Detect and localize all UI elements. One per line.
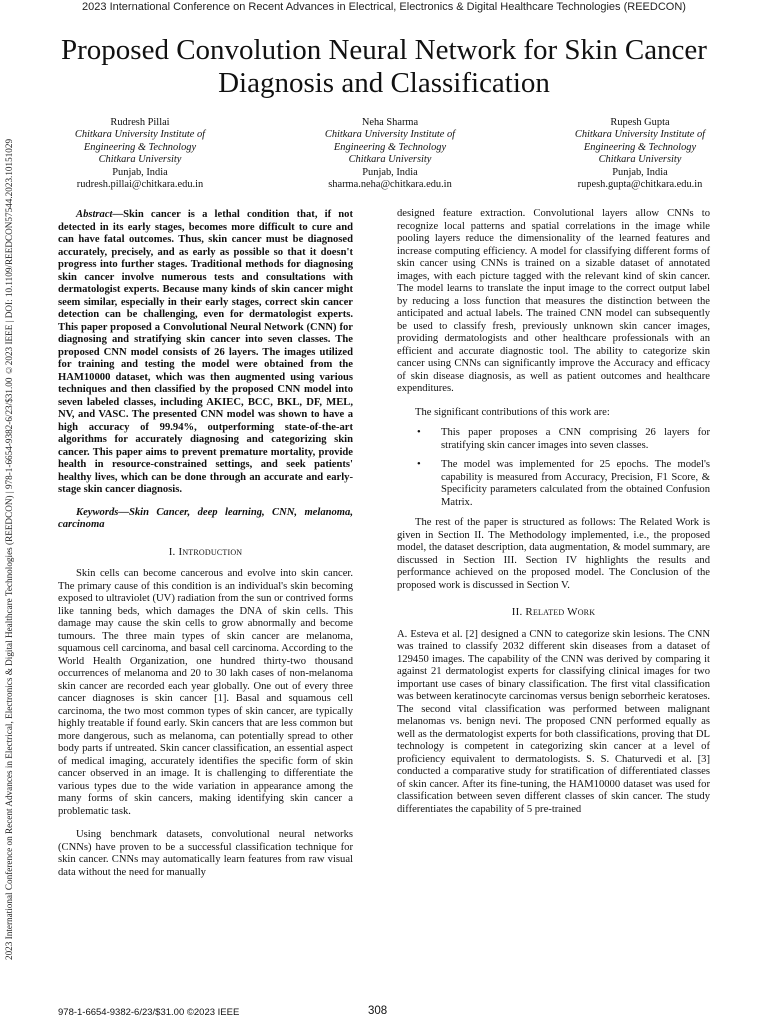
related-work-paragraph: A. Esteva et al. [2] designed a CNN to categorize skin lesions. The CNN was trained to classify 2032 different skin diseases from a dataset of 129450 images. The capability of the CNN was derived by comparing it against 21 dermatologist experts for classifying clinical images for two important use cases of binary classification. The first vital classification was between keratinocyte carcinomas versus benign seborrheic keratoses. The second vital classification was performed between malignant melanomas vs. benign nevi. The proposed CNN performed equally as well as the dermatologist experts for both classifications, proving that DL technology is competent in categorizing skin cancer at a level of proficiency equivalent to dermatologists. S. S. Chaturvedi et al. [3] conducted a comparative study for stratification of differentiated classes of skin cancer. After its fine-tuning, the HAM10000 dataset was used for classification between seven different classes of skin cancer. The study differentiates the capability of 5 pre-trained	[397, 628, 710, 815]
author-block	[40, 117, 740, 191]
author-affiliation: Engineering & Technology	[333, 141, 447, 153]
author-email: sharma.neha@chitkara.edu.in	[328, 179, 452, 191]
author-location: Punjab, India	[112, 166, 168, 178]
left-column	[58, 209, 353, 879]
bullet-icon: •	[417, 459, 421, 470]
author-affiliation: Chitkara University Institute of	[574, 129, 706, 141]
author-affiliation: Chitkara University	[98, 154, 182, 166]
author-affiliation: Chitkara University Institute of	[74, 129, 206, 141]
author-name: Neha Sharma	[361, 117, 419, 128]
section-heading-introduction: I. Introduction	[168, 545, 243, 558]
section-heading-related-work: II. Related Work	[511, 606, 596, 618]
bullet-icon: •	[417, 427, 421, 438]
abstract	[58, 209, 353, 497]
abstract-lead: Abstract	[76, 209, 113, 220]
author-affiliation: Chitkara University	[348, 154, 432, 166]
author-1	[40, 117, 240, 191]
author-email: rudresh.pillai@chitkara.edu.in	[76, 179, 204, 191]
page-number: 308	[368, 1005, 388, 1017]
author-affiliation: Chitkara University Institute of	[324, 129, 456, 141]
intro-paragraph-2: Using benchmark datasets, convolutional neural networks (CNNs) have proven to be a successful classification technique for skin cancer. CNNs may automatically learn features from raw visual data without the need for manually	[58, 829, 353, 878]
author-2	[290, 117, 490, 191]
right-column	[397, 208, 710, 816]
contributions-intro: The significant contributions of this work are:	[415, 406, 610, 418]
intro-paragraph-1: Skin cells can become cancerous and evolve into skin cancer. The primary cause of this condition is an individual's skin becoming exposed to ultraviolet (UV) radiation from the sun or contrived forms like tanning beds, which damages the DNA of skin cells. This damage may cause the skin cells to grow abnormally and become tumours. The three main types of skin cancer are melanoma, squamous cell carcinoma, and basal cell carcinoma. According to the World Health Organization, one hundred thirty-two thousand occurrences of melanoma and 20 to 30 lakh cases of non-melanoma skin cancer are recorded each year globally. One out of every three cancer diagnoses is skin cancer [1]. Basal and squamous cell carcinoma, the two most common types of skin cancer, are typically highly treatable if found early. Skin cancers that are less common but more dangerous, such as melanoma, can potentially spread to other body parts if untreated. Skin cancer classification, an essential aspect of medical imaging, accurately identifies the specific form of skin cancer observed in an image. It is challenging to differentiate the various types due to the wide variation in appearance among the many forms of skin cancers, making identifying skin cancer a problematic task.	[58, 568, 353, 817]
author-email: rupesh.gupta@chitkara.edu.in	[577, 179, 703, 191]
side-citation-note: 2023 International Conference on Recent Advances in Electrical, Electronics & Digital Healthcare Technologies (REEDCON) | 978-1-6654-9382-6/23/$31.00 ©2023 IEEE | DOI: 10.1109/REEDCON57544.2023.10151029	[4, 138, 14, 960]
structure-paragraph: The rest of the paper is structured as follows: The Related Work is given in Section II. The Methodology implemented, i.e., the proposed model, the dataset description, data augmentation, & model summary, are discussed in Section III. Section IV highlights the results and performance achieved on the proposed model. The Conclusion of the proposed work is discussed in Section V.	[397, 517, 710, 591]
abstract-text: —Skin cancer is a lethal condition that, if not detected in its early stages, becomes more difficult to cure and can have fatal outcomes. Thus, skin cancer must be diagnosed accurately, precisely, and as early as possible so that it doesn't progress into further stages. Traditional methods for diagnosing skin cancer involve numerous tests and consultations with dermatologist experts. Because many kinds of skin cancer might seem similar, especially in their early stages, correct skin cancer detection can be challenging, even for dermatologist experts. This paper proposed a Convolutional Neural Network (CNN) for diagnosing and stratifying skin cancer into seven classes. The proposed CNN model consists of 26 layers. The images utilized for training and testing the model were obtained from the HAM10000 dataset, which was then augmented using various techniques and then classified by the proposed CNN model into seven labeled classes, including AKIEC, BCC, BKL, DF, MEL, NV, and VASC. The presented CNN model was shown to have a high accuracy of 99.94%, outperforming state-of-the-art algorithms for accurately diagnosing and categorizing skin cancer. This paper aims to prevent premature mortality, provide health in resource-constrained settings, and seek patients' healthy lives, which can be done through an accurate and early-stage skin cancer diagnosis.	[58, 209, 353, 495]
footer-copyright: 978-1-6654-9382-6/23/$31.00 ©2023 IEEE	[58, 1007, 240, 1018]
author-affiliation: Chitkara University	[598, 154, 682, 166]
author-name: Rudresh Pillai	[110, 117, 170, 128]
contributions-list	[397, 427, 710, 509]
author-location: Punjab, India	[612, 166, 668, 178]
paper-title: Proposed Convolution Neural Network for Skin Cancer Diagnosis and Classification	[61, 34, 707, 99]
author-name: Rupesh Gupta	[610, 117, 670, 128]
author-location: Punjab, India	[362, 166, 418, 178]
author-affiliation: Engineering & Technology	[83, 141, 197, 153]
list-item-text: This paper proposes a CNN comprising 26 layers for stratifying skin cancer images into seven classes.	[441, 427, 710, 451]
author-3	[540, 117, 740, 191]
keywords: Keywords—Skin Cancer, deep learning, CNN, melanoma, carcinoma	[58, 506, 353, 530]
conference-header: 2023 International Conference on Recent Advances in Electrical, Electronics & Digital Healthcare Technologies (REEDCON)	[82, 1, 686, 13]
list-item	[417, 459, 710, 509]
list-item-text: The model was implemented for 25 epochs. The model's capability is measured from Accuracy, Precision, F1 Score, & Specificity parameters calculated from the obtained Confusion Matrix.	[441, 459, 710, 508]
author-affiliation: Engineering & Technology	[583, 141, 697, 153]
intro-paragraph-2-continued: designed feature extraction. Convolutional layers allow CNNs to recognize local patterns and spatial correlations in the image while pooling layers reduce the dimensionality of the learned features and increase computing efficiency. A model for classifying different forms of skin cancer using CNNs is trained on a sizable dataset of annotated images, with each picture tagged with the relevant kind of skin cancer. The model learns to translate the input image to the correct output label by reducing a loss function that measures the distinction between the anticipated and actual labels. The trained CNN model can subsequently be used to classify fresh, previously unknown skin cancer images, providing dermatologists and other healthcare professionals with an efficient and accurate diagnostic tool. The ability to categorize skin cancer using CNNs can significantly improve the Accuracy and efficacy of skin disease diagnosis, as well as patient outcomes and healthcare expenditures.	[397, 208, 710, 394]
list-item	[417, 427, 710, 452]
